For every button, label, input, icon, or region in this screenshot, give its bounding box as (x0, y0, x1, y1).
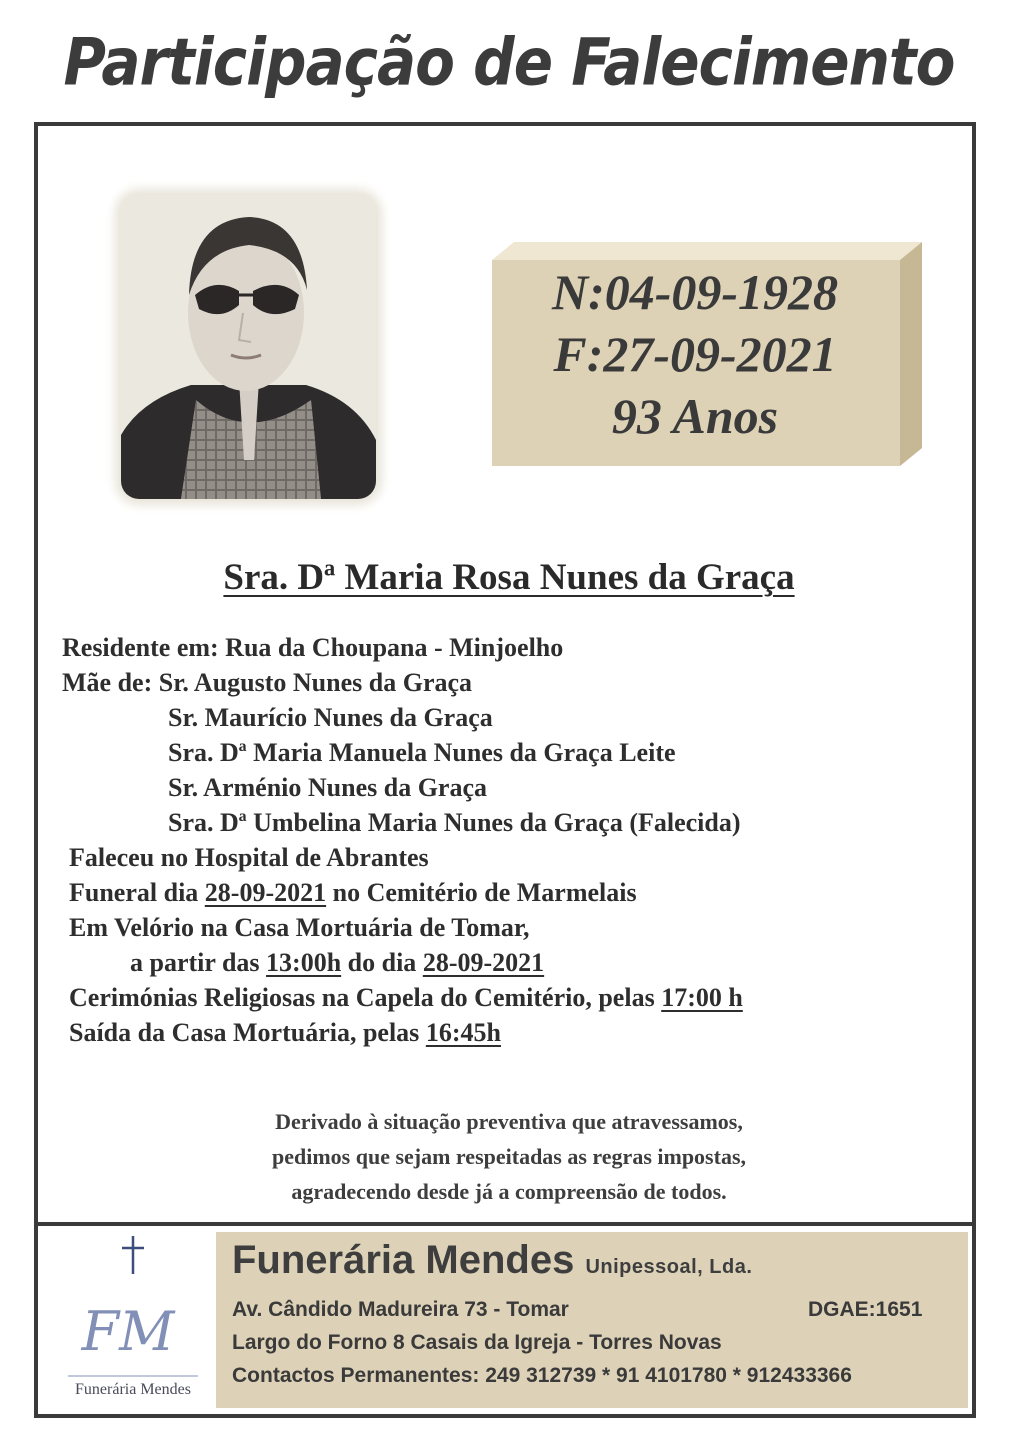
portrait-illustration (121, 195, 376, 499)
child-name: Sra. Dª Umbelina Maria Nunes da Graça (Falecida) (168, 808, 741, 837)
cross-icon (122, 1236, 144, 1274)
death-date: F:27-09-2021 (553, 326, 837, 382)
address-torres-novas: Largo do Forno 8 Casais da Igreja - Torres Novas (232, 1331, 722, 1354)
wake-date: 28-09-2021 (422, 948, 545, 977)
dates-plaque-text (492, 242, 898, 466)
logo-caption: Funerária Mendes (75, 1381, 191, 1398)
wake-time: 13:00h (266, 948, 342, 977)
address-tomar: Av. Cândido Madureira 73 - Tomar (232, 1298, 569, 1321)
details-block (62, 630, 743, 1050)
child-name: Sr. Maurício Nunes da Graça (168, 703, 493, 732)
birth-date: N:04-09-1928 (551, 264, 839, 320)
wake-time-line: a partir das 13:00h do dia 28-09-2021 (130, 948, 545, 977)
child-name: Sr. Arménio Nunes da Graça (168, 773, 487, 802)
funeral-line: Funeral dia 28-09-2021 no Cemitério de Marmelais (69, 878, 637, 907)
funeral-home-logo (58, 1232, 208, 1404)
portrait-photo (121, 195, 376, 499)
wake-line: Em Velório na Casa Mortuária de Tomar, (69, 913, 530, 942)
departure-line: Saída da Casa Mortuária, pelas 16:45h (69, 1018, 501, 1047)
child-name: Sr. Augusto Nunes da Graça (158, 668, 473, 697)
departure-time: 16:45h (425, 1018, 501, 1047)
ceremony-line: Cerimónias Religiosas na Capela do Cemitério, pelas 17:00 h (69, 983, 743, 1012)
covid-notice: Derivado à situação preventiva que atravessamos, pedimos que sejam respeitadas as regras impostas, agradecendo desde já a compreensão de todos. (271, 1109, 747, 1204)
dgae-number: DGAE:1651 (808, 1298, 923, 1321)
company-name: Funerária Mendes Unipessoal, Lda. (232, 1238, 753, 1282)
died-at-line: Faleceu no Hospital de Abrantes (69, 843, 429, 872)
age: 93 Anos (611, 388, 779, 444)
page-title: Participação de Falecimento (63, 23, 955, 101)
deceased-name: Sra. Dª Maria Rosa Nunes da Graça (223, 557, 795, 598)
company-suffix: Unipessoal, Lda. (585, 1256, 753, 1278)
funeral-date: 28-09-2021 (204, 878, 327, 907)
ceremony-time: 17:00 h (661, 983, 743, 1012)
mother-of-line: Mãe de: Sr. Augusto Nunes da Graça (62, 668, 473, 697)
residence-line: Residente em: Rua da Choupana - Minjoelho (62, 633, 564, 662)
child-name: Sra. Dª Maria Manuela Nunes da Graça Leite (168, 738, 676, 767)
contacts-line: Contactos Permanentes: 249 312739 * 91 4101780 * 912433366 (232, 1364, 852, 1387)
logo-monogram: FM (81, 1300, 175, 1363)
